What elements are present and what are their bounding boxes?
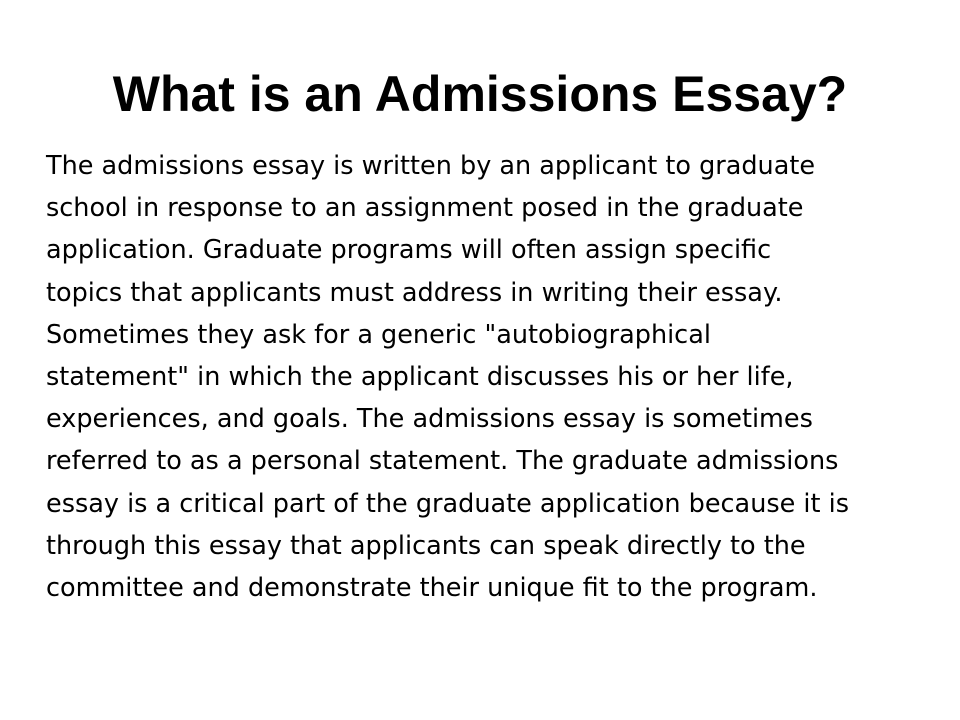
slide-body (46, 145, 946, 609)
slide-title: What is an Admissions Essay? (112, 66, 848, 122)
body-line: committee and demonstrate their unique fit to the program. (46, 573, 818, 604)
body-line: essay is a critical part of the graduate application because it is (46, 488, 849, 519)
body-line: experiences, and goals. The admissions essay is sometimes (46, 404, 813, 435)
body-line: Sometimes they ask for a generic "autobiographical (46, 319, 711, 350)
body-line: through this essay that applicants can speak directly to the (46, 530, 806, 561)
body-line: application. Graduate programs will often assign specific (46, 235, 772, 266)
body-line: topics that applicants must address in writing their essay. (46, 277, 783, 308)
body-line: school in response to an assignment posed in the graduate (46, 193, 804, 224)
body-line: The admissions essay is written by an applicant to graduate (46, 151, 816, 181)
body-line: referred to as a personal statement. The graduate admissions (46, 446, 839, 477)
body-line: statement" in which the applicant discusses his or her life, (46, 362, 794, 393)
